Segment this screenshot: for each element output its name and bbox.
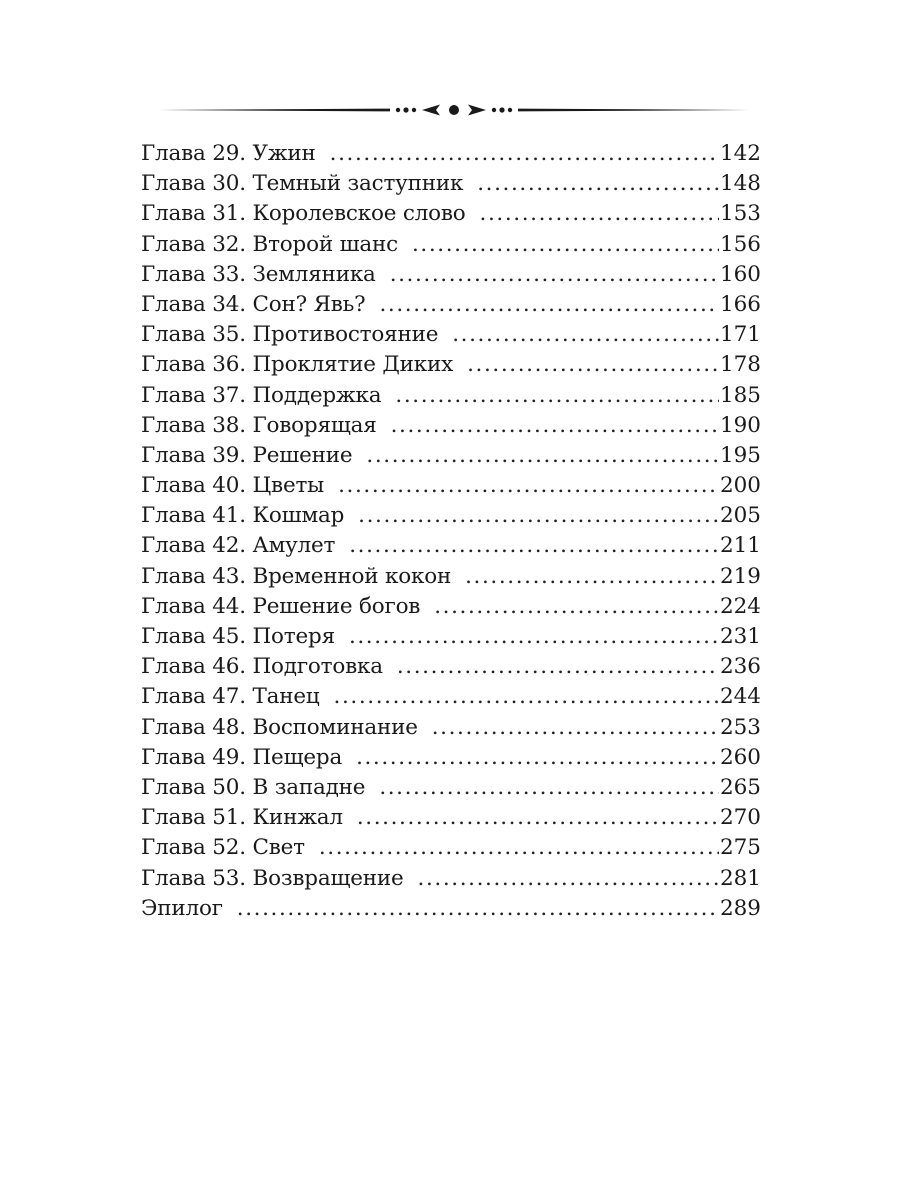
toc-entry xyxy=(141,864,761,894)
toc-entry-page: 190 xyxy=(719,412,761,438)
toc-entry-page: 265 xyxy=(719,774,761,800)
toc-entry-title: Глава 43. Временной кокон xyxy=(141,563,452,589)
toc-entry-title: Глава 45. Потеря xyxy=(141,624,335,649)
table-of-contents xyxy=(141,139,761,924)
toc-entry-page: 260 xyxy=(719,744,761,770)
toc-dot-leader xyxy=(432,713,719,743)
toc-entry-title: Глава 38. Говорящая xyxy=(141,412,377,438)
toc-entry-title: Глава 47. Танец xyxy=(141,684,320,710)
toc-entry xyxy=(141,894,761,924)
toc-entry-page: 200 xyxy=(719,473,761,499)
toc-entry-title: Глава 41. Кошмар xyxy=(141,503,345,529)
toc-entry-title: Глава 30. Темный заступник xyxy=(141,171,464,197)
toc-entry xyxy=(141,230,761,260)
toc-entry-page: 275 xyxy=(719,835,761,861)
toc-entry-title: Глава 42. Амулет xyxy=(141,533,336,559)
toc-entry-page: 166 xyxy=(719,291,761,317)
toc-entry-title: Глава 36. Проклятие Диких xyxy=(141,352,454,378)
toc-entry-page: 219 xyxy=(719,563,761,589)
toc-dot-leader xyxy=(397,652,719,682)
toc-dot-leader xyxy=(366,441,719,471)
toc-entry-page: 185 xyxy=(719,382,761,408)
toc-entry-title: Глава 40. Цветы xyxy=(141,473,325,499)
toc-entry-title: Глава 32. Второй шанс xyxy=(141,231,398,257)
toc-dot-leader xyxy=(379,290,718,320)
toc-entry-page: 156 xyxy=(719,231,761,257)
toc-dot-leader xyxy=(334,682,719,712)
toc-entry xyxy=(141,743,761,773)
toc-entry xyxy=(141,592,761,622)
toc-entry xyxy=(141,139,761,169)
toc-entry-title: Глава 48. Воспоминание xyxy=(141,714,418,740)
toc-entry-title: Глава 46. Подготовка xyxy=(141,654,383,680)
toc-dot-leader xyxy=(390,260,719,290)
toc-entry xyxy=(141,290,761,320)
toc-dot-leader xyxy=(330,139,719,169)
toc-entry-title: Глава 31. Королевское слово xyxy=(141,201,466,227)
toc-entry-title: Глава 35. Противостояние xyxy=(141,322,439,348)
toc-entry-page: 231 xyxy=(719,624,761,649)
toc-entry-page: 205 xyxy=(719,503,761,529)
toc-dot-leader xyxy=(379,773,719,803)
toc-entry xyxy=(141,411,761,441)
toc-dot-leader xyxy=(349,622,719,652)
flourish-divider-icon xyxy=(158,98,750,122)
toc-dot-leader xyxy=(349,531,719,561)
toc-entry-page: 195 xyxy=(719,442,761,468)
toc-entry xyxy=(141,622,761,652)
toc-entry xyxy=(141,199,761,229)
toc-dot-leader xyxy=(357,803,719,833)
toc-dot-leader xyxy=(434,592,719,622)
toc-dot-leader xyxy=(391,411,719,441)
toc-dot-leader xyxy=(452,320,719,350)
toc-entry xyxy=(141,531,761,561)
toc-entry-page: 224 xyxy=(719,593,761,619)
toc-entry xyxy=(141,381,761,411)
toc-dot-leader xyxy=(395,381,719,411)
toc-entry-page: 236 xyxy=(719,654,761,680)
toc-entry xyxy=(141,350,761,380)
toc-entry-title: Глава 50. В западне xyxy=(141,774,366,800)
toc-dot-leader xyxy=(356,743,719,773)
toc-entry xyxy=(141,471,761,501)
toc-entry-title: Глава 33. Земляника xyxy=(141,261,376,287)
toc-entry xyxy=(141,682,761,712)
toc-entry-page: 211 xyxy=(719,533,761,559)
toc-entry-title: Глава 34. Сон? Явь? xyxy=(141,291,366,317)
toc-entry-title: Эпилог xyxy=(141,895,223,921)
toc-entry-title: Глава 49. Пещера xyxy=(141,744,343,770)
toc-entry-page: 281 xyxy=(719,865,761,891)
toc-dot-leader xyxy=(319,833,719,863)
toc-entry-page: 253 xyxy=(719,714,761,740)
toc-dot-leader xyxy=(480,199,719,229)
toc-dot-leader xyxy=(418,864,719,894)
toc-entry xyxy=(141,713,761,743)
toc-entry-title: Глава 53. Возвращение xyxy=(141,865,404,891)
toc-entry-title: Глава 44. Решение богов xyxy=(141,593,421,619)
toc-entry-page: 148 xyxy=(719,171,761,197)
toc-dot-leader xyxy=(477,169,719,199)
toc-entry xyxy=(141,320,761,350)
toc-dot-leader xyxy=(338,471,719,501)
toc-entry-page: 142 xyxy=(719,141,761,166)
toc-entry-title: Глава 51. Кинжал xyxy=(141,805,343,831)
toc-entry xyxy=(141,501,761,531)
toc-dot-leader xyxy=(465,562,719,592)
toc-entry-title: Глава 39. Решение xyxy=(141,442,353,468)
toc-entry-page: 270 xyxy=(719,805,761,831)
toc-dot-leader xyxy=(358,501,719,531)
toc-entry xyxy=(141,169,761,199)
toc-entry xyxy=(141,803,761,833)
toc-entry xyxy=(141,773,761,803)
toc-entry xyxy=(141,441,761,471)
toc-entry-page: 171 xyxy=(719,322,761,348)
toc-dot-leader xyxy=(467,350,719,380)
toc-entry-title: Глава 29. Ужин xyxy=(141,141,316,166)
toc-entry-page: 244 xyxy=(719,684,761,710)
toc-entry-page: 153 xyxy=(719,201,761,227)
toc-entry xyxy=(141,562,761,592)
toc-entry-title: Глава 52. Свет xyxy=(141,835,305,861)
toc-entry-page: 289 xyxy=(719,895,761,921)
toc-entry-page: 160 xyxy=(719,261,761,287)
toc-dot-leader xyxy=(237,894,719,924)
toc-entry xyxy=(141,260,761,290)
toc-entry xyxy=(141,833,761,863)
toc-entry-page: 178 xyxy=(719,352,761,378)
toc-entry xyxy=(141,652,761,682)
toc-entry-title: Глава 37. Поддержка xyxy=(141,382,382,408)
toc-dot-leader xyxy=(412,230,719,260)
